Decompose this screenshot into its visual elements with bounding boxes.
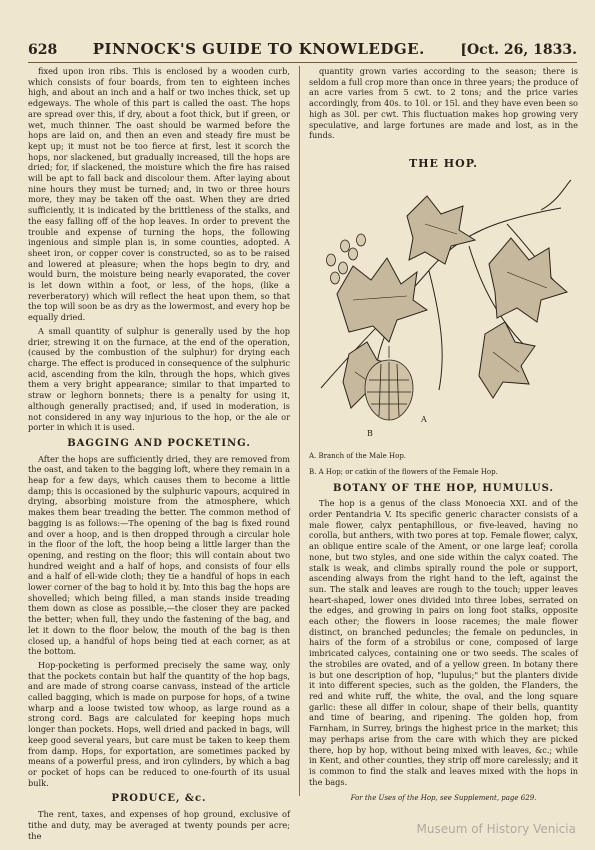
figure-caption-b: B. A Hop; or catkin of the flowers of the Female Hop.: [309, 467, 498, 476]
section-heading-bagging: BAGGING AND POCKETING.: [67, 437, 251, 449]
hop-illustration: [309, 176, 578, 446]
section-heading-the-hop: THE HOP.: [408, 156, 479, 170]
section-heading-produce: PRODUCE, &c.: [111, 793, 207, 805]
right-column: [309, 66, 578, 807]
supplement-note: For the Uses of the Hop, see Supplement, page 629.: [350, 794, 537, 803]
page-title: PINNOCK'S GUIDE TO KNOWLEDGE.: [92, 40, 425, 58]
paragraph: fixed upon iron ribs. This is enclosed by a wooden curb, which consists of four boards, from ten to eighteen inches high, and about an inch and a half or two inches thick, set up edgeways. The whole of this part is called the oast. The hops are spread over this, if dry, about a foot thick, but if green, or wet, much thinner. The oast should be warmed before the hops are laid on, and then an even and steady fire must be kept up; it must not be too fierce at first, lest it scorch the hops, nor slackened, but gradually increased, till the hops are dried; for, if slackened, the moisture which the fire has raised will be apt to fall back and discolour them. After laying about nine hours they must be turned; and, in two or three hours more, they may be taken off the oast. When they are dried sufficiently, it is indicated by the brittleness of the stalks, and the easy falling off of the hop leaves. In order to prevent the trouble and expense of turning the hops, the following ingenious and simple plan is, in some counties, adopted. A sheet iron, or copper cover is constructed, so as to be raised and lowered at pleasure; when the hops begin to dry, and would burn, the moisture being nearly evaporated, the cover is let down within a foot, or less, of the hops, (like a reverberatory) which will reflect the heat upon them, so that the top will soon be as dry as the lowermost, and every hop be equally dried.: [28, 66, 290, 323]
paragraph: Hop-pocketing is performed precisely the same way, only that the pockets contain but half the quantity of the hop bags, and are made of strong coarse canvass, instead of the article called bagging, which is made on purpose for hops, of a twine wharp and a loose twisted tow whoop, as large round as a strong cord. Bags are calculated for keeping hops much longer than pockets. Hops, well dried and packed in bags, will keep good several years, but care must be taken to keep them from damp. Hops, for exportation, are sometimes packed by means of a powerful press, and iron cylinders, by which a bag or pocket of hops can be reduced to one-fourth of its usual bulk.: [28, 659, 290, 788]
paragraph: A small quantity of sulphur is generally used by the hop drier, strewing it on the furnace, at the end of the operation, (caused by the combustion of the sulphur) for drying each charge. The effect is produced in consequence of the sulphuric acid, ascending from the kiln, through the hops, which gives them a very bright appearance; similar to that imparted to straw or leghorn bonnets; there is a penalty for using it, although generally practised; and, if used in moderation, is not considered in any way injurious to the hop, or the ale or porter in which it is used.: [28, 325, 290, 433]
page-date: [Oct. 26, 1833.: [460, 42, 577, 58]
figure-label-b: B: [367, 428, 373, 438]
page-header: [28, 40, 577, 63]
figure-caption-a: A. Branch of the Male Hop.: [309, 451, 407, 460]
section-heading-botany: BOTANY OF THE HOP, HUMULUS.: [333, 482, 554, 494]
figure-label-a: A: [421, 414, 427, 424]
hop-engraving: [309, 176, 578, 446]
paragraph: The hop is a genus of the class Monoecia XXI. and of the order Pentandria V. Its specific generic character consists of a male flower, calyx pentaphillous, or five-leaved, having no corolla, but anthers, with two pores at top. Female flower, calyx, an oblique entire scale of the Ament, or one large leaf; corolla none, but two styles, and one side within the calyx coated. The stalk is weak, and climbs spirally round the pole or support, ascending always from the right hand to the left, against the sun. The stalk and leaves are rough to the touch; upper leaves heart-shaped, lower ones divided into three lobes, serrated on the edges, and growing in pairs on long foot stalks, opposite each other; the flowers in loose racemes; the male flower distinct, on branched peduncles; the female on peduncles, in hairs of the form of a strobilus or cone, composed of large imbricated calyces, containing one or two seeds. The scales of the strobiles are ovated, and of a yellow green. In botany there is but one description of hop, "lupulus;" but the planters divide it into different species, such as the golden, the Flanders, the red and white ruff, the white, the oval, and the long square garlic: these all differ in colour, shape of their bells, quantity and time of bearing, and ripening. The golden hop, from Farnham, in Surrey, brings the highest price in the market; this may perhaps arise from the care with which they are picked there, hop by hop, without being mixed with leaves, &c.; while in Kent, and other counties, they strip off more carelessly; and it is common to find the stalk and leaves mixed with the hops in the bags.: [309, 498, 578, 787]
left-column: [28, 66, 290, 844]
column-divider: [299, 66, 300, 796]
paragraph: The rent, taxes, and expenses of hop ground, exclusive of tithe and duty, may be averaged at twenty pounds per acre; the: [28, 809, 290, 841]
page-number: 628: [28, 42, 58, 58]
paragraph: After the hops are sufficiently dried, they are removed from the oast, and taken to the bagging loft, where they remain in a heap for a few days, which causes them to become a little damp; this is occasioned by the sulphuric vapours, acquired in drying, absorbing moisture from the atmosphere, which makes them bear treading the better. The common method of bagging is as follows:—The opening of the bag is fixed round and over a hoop, and is then dropped through a circular hole in the floor of the loft, the hoop being a little larger than the opening, and resting on the floor; this will contain about two hundred weight and a half of hops, and consists of four ells and a half of ell-wide cloth; they tie a handful of hops in each lower corner of the bag to hold it by. Into this bag the hops are shovelled; which being filled, a man stands inside treading them down as close as possible,—the closer they are packed the better; when full, they undo the fastening of the bag, and let it down to the floor below, the mouth of the bag is then closed up, a handful of hops being tied at each corner, as at the bottom.: [28, 453, 290, 657]
paragraph: quantity grown varies according to the season; there is seldom a full crop more than once in three years; the produce of an acre varies from 5 cwt. to 2 tons; and the price varies accordingly, from 40s. to 10l. or 15l. and they have even been so high as 30l. per cwt. This fluctuation makes hop growing very speculative, and large fortunes are made and lost, as in the funds.: [309, 66, 578, 141]
watermark: Museum of History Venicia: [416, 822, 576, 836]
